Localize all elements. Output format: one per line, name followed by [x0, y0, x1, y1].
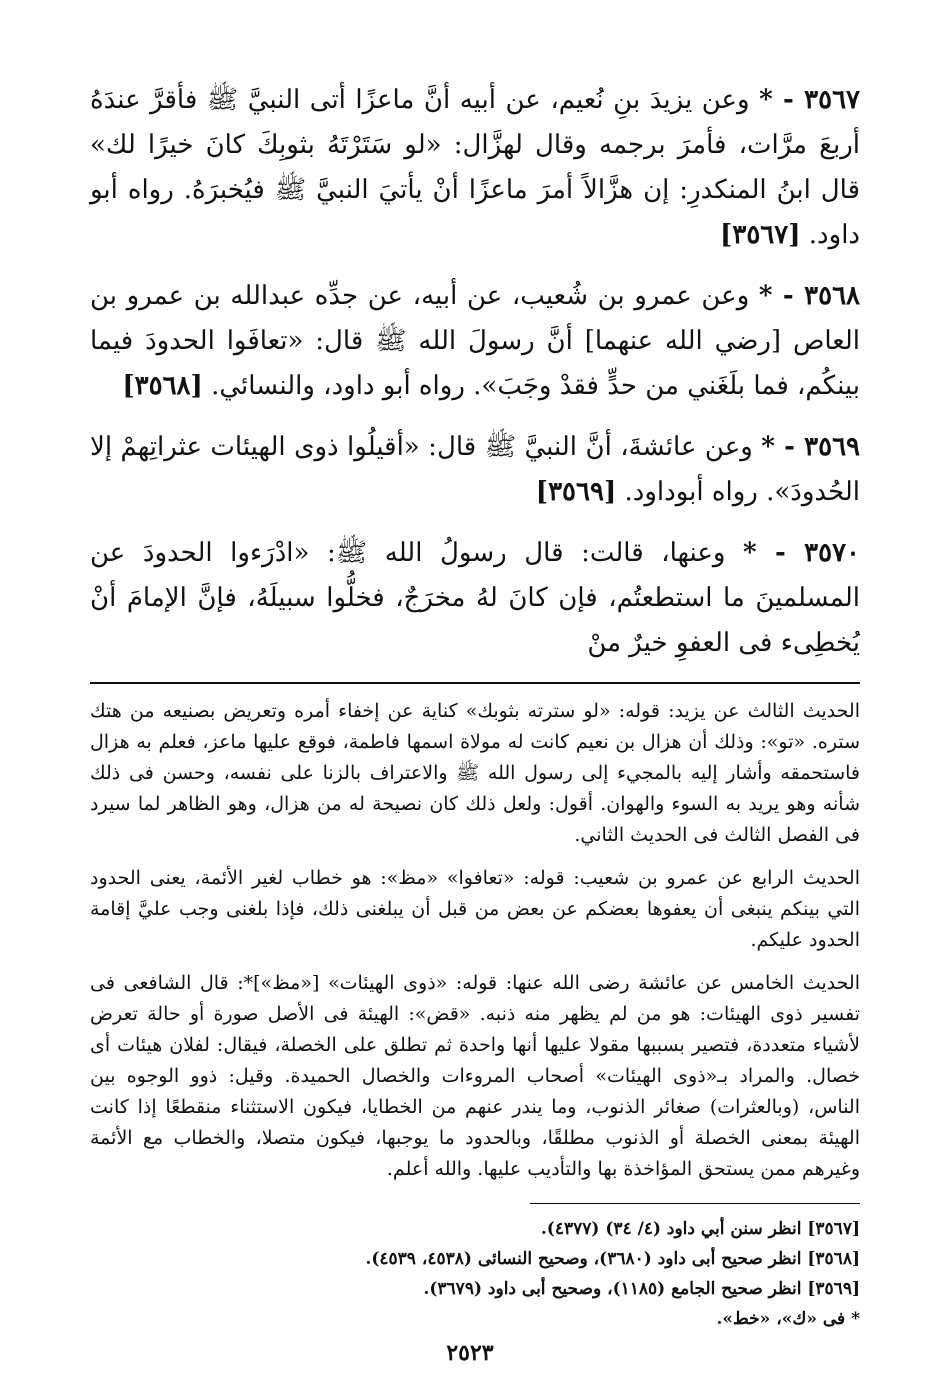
- footnote-item: [٣٥٦٨] انظر صحيح أبى داود (٣٦٨٠)، وصحيح النسائى (٤٥٣٨، ٤٥٣٩).: [365, 1249, 860, 1269]
- footnote-item: [٣٥٦٧] انظر سنن أبي داود (٤/ ٣٤) (٤٣٧٧).: [540, 1219, 860, 1239]
- footnotes: [90, 1214, 860, 1334]
- hadith-3570: [90, 531, 860, 666]
- commentary-paragraph: الحديث الخامس عن عائشة رضى الله عنها: قوله: «ذوى الهيئات» [«مظ»]*: قال الشافعى فى تفسير ذوى الهيئات: هو من لم يظهر منه ذنبه. «قض»: الهيئة فى الأصل صورة أو حالة تعرض لأشياء متعددة، فتصير بسببها مقولا عليها أنها واحدة ثم تطلق على الخصلة، فيقال: لفلان هيئات أى خصال. والمراد بـ«ذوى الهيئات» أصحاب المروءات والخصال الحميدة. وقيل: ذوو الوجوه بين الناس، (وبالعثرات) صغائر الذنوب، وما يندر عنهم من الخطايا، فيكون الاستثناء منقطعًا إذا كانت الهيئة بمعنى الخصلة أو الذنوب مطلقًا، وبالحدود ما يوجبها، فيكون متصلا، والخطاب مع الأئمة وغيرهم ممن يستحق المؤاخذة بها والتأديب عليها. والله أعلم.: [90, 972, 860, 1180]
- hadith-number: ٣٥٦٨ - *: [758, 281, 860, 311]
- hadith-3568: [90, 274, 860, 409]
- hadith-3569: [90, 425, 860, 515]
- hadith-text: وعنها، قالت: قال رسولُ الله ﷺ: «ادْرَءوا الحدودَ عن المسلمينَ ما استطعتُم، فإن كانَ لهُ مخرَجٌ، فخلُّوا سبيلَهُ، فإنَّ الإمامَ أنْ يُخطِىء فى العفوِ خيرٌ منْ: [90, 538, 860, 658]
- page-body: [90, 78, 860, 1334]
- hadith-reference: [٣٥٦٨]: [122, 371, 203, 401]
- footnote-item: * فى «ك»، «خط».: [716, 1309, 860, 1329]
- hadith-number: ٣٥٦٩ - *: [761, 432, 860, 462]
- hadith-reference: [٣٥٦٧]: [720, 220, 801, 250]
- commentary-paragraph: الحديث الثالث عن يزيد: قوله: «لو سترته بثوبك» كناية عن إخفاء أمره وتعريض بصنيعه من هتك ستره. «تو»: وذلك أن هزال بن نعيم كانت له مولاة اسمها فاطمة، فوقع عليها ماعز، فعلم به هزال فاستحمقه وأشار إليه بالمجيء إلى رسول الله ﷺ والاعتراف بالزنا على نفسه، وحسن فى ذلك شأنه وهو يريد به السوء والهوان. أقول: ولعل ذلك كان نصيحة له من هزال، وهو الظاهر لما سيرد فى الفصل الثالث فى الحديث الثاني.: [90, 700, 860, 846]
- commentary-paragraph: الحديث الرابع عن عمرو بن شعيب: قوله: «تعافوا» «مظ»: هو خطاب لغير الأئمة، يعنى الحدود التي بينكم ينبغى أن يعفوها بعضكم عن بعض من قبل أن يبلغنى ذلك، فإذا بلغنى وجب عليَّ إقامة الحدود عليكم.: [90, 867, 860, 951]
- footnote-divider: [530, 1203, 860, 1204]
- page-number: ٢٥٢٣: [446, 1340, 494, 1366]
- hadith-number: ٣٥٧٠ - *: [743, 538, 860, 568]
- hadith-text: وعن عمرو بن شُعيب، عن أبيه، عن جدِّه عبدالله بن عمرو بن العاص [رضي الله عنهما] أنَّ رسولَ الله ﷺ قال: «تعافَوا الحدودَ فيما بينكُم، فما بلَغَني من حدٍّ فقدْ وجَبَ». رواه أبو داود، والنسائي.: [90, 281, 860, 401]
- main-divider: [90, 682, 860, 684]
- footnote-item: [٣٥٦٩] انظر صحيح الجامع (١١٨٥)، وصحيح أبى داود (٣٦٧٩).: [423, 1279, 860, 1299]
- hadith-text: وعن يزيدَ بنِ نُعيم، عن أبيه أنَّ ماعزًا أتى النبيَّ ﷺ فأقرَّ عندَهُ أربعَ مرَّات، فأمرَ برجمه وقال لهزَّال: «لو سَتَرْتَهُ بثوبِكَ كانَ خيرًا لك» قال ابنُ المنكدرِ: إن هزَّالاً أمرَ ماعزًا أنْ يأتيَ النبيَّ ﷺ فيُخبرَهُ. رواه أبو داود.: [90, 85, 860, 250]
- hadith-3567: [90, 78, 860, 258]
- hadith-reference: [٣٥٦٩]: [535, 477, 617, 507]
- hadith-number: ٣٥٦٧ - *: [759, 85, 860, 115]
- hadith-text: وعن عائشةَ، أنَّ النبيَّ ﷺ قال: «أقيلُوا ذوى الهيئات عثراتِهمْ إلا الحُدودَ». رواه أبوداود.: [90, 432, 860, 507]
